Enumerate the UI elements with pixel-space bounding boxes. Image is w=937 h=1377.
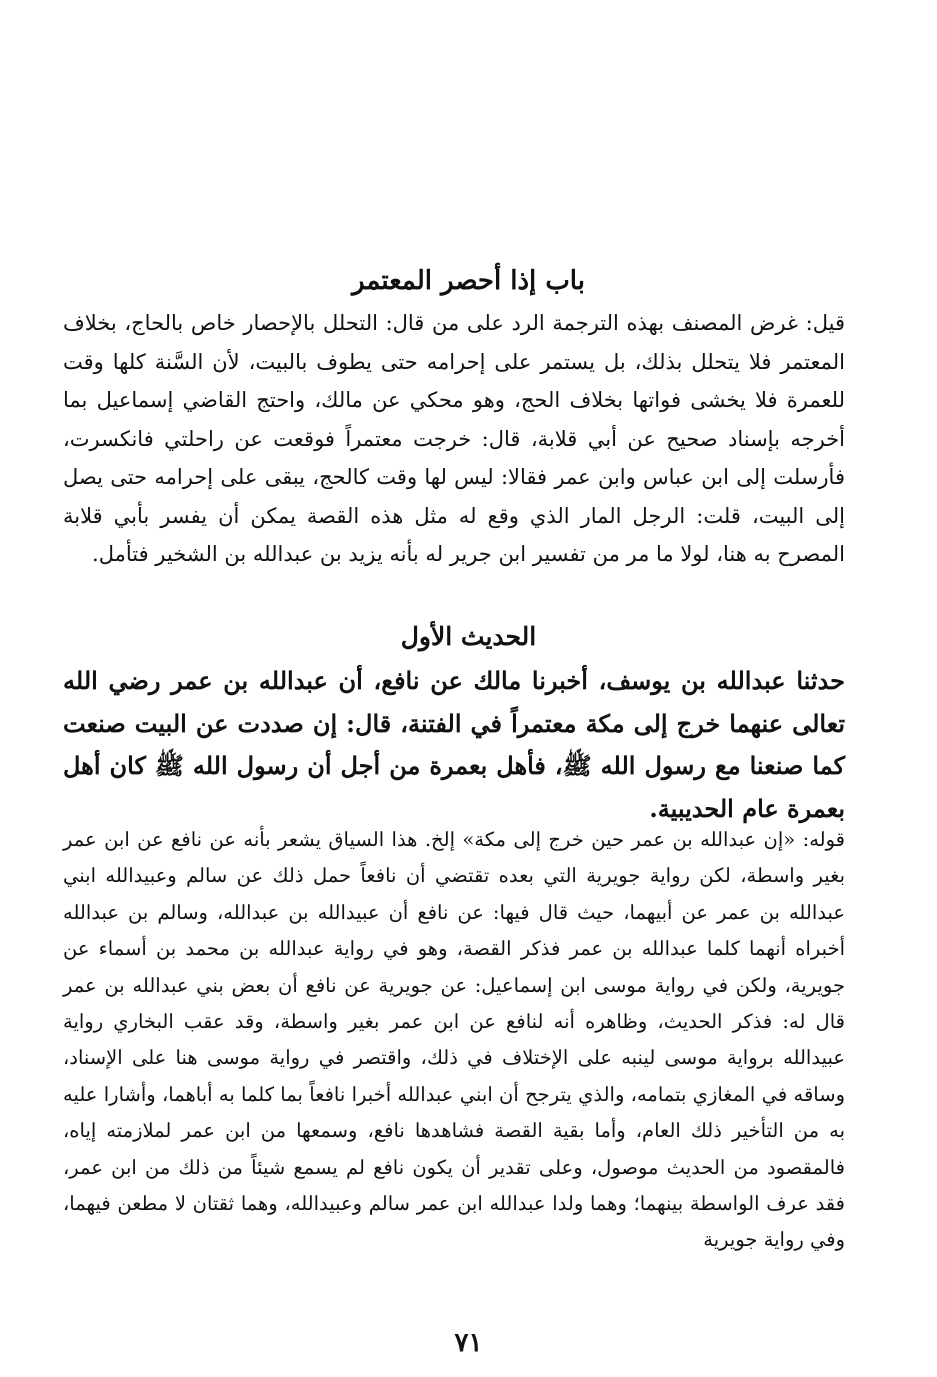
intro-paragraph: قيل: غرض المصنف بهذه الترجمة الرد على من قال: التحلل بالإحصار خاص بالحاج، بخلاف المعتمر فلا يتحلل بذلك، بل يستمر على إحرامه حتى يطوف بالبيت، لأن السَّنة كلها وقت للعمرة فلا يخشى فواتها بخلاف الحج، وهو محكي عن مالك، واحتج القاضي إسماعيل بما أخرجه بإسناد صحيح عن أبي قلابة، قال: خرجت معتمراً فوقعت عن راحلتي فانكسرت، فأرسلت إلى ابن عباس وابن عمر فقالا: ليس لها وقت كالحج، يبقى على إحرامه حتى يصل إلى البيت، قلت: الرجل المار الذي وقع له مثل هذه القصة يمكن أن يفسر بأبي قلابة المصرح به هنا، لولا ما مر من تفسير ابن جرير له بأنه يزيد بن عبدالله بن الشخير فتأمل. [63,311,845,566]
page-number: ٧١ [454,1328,483,1358]
hadith-heading: الحديث الأول [400,622,537,651]
chapter-title: باب إذا أحصر المعتمر [352,266,585,296]
commentary-section [63,822,875,1259]
hadith-section [63,660,875,830]
intro-section [63,304,875,574]
commentary-paragraph: قوله: «إن عبدالله بن عمر حين خرج إلى مكة» إلخ. هذا السياق يشعر بأنه عن نافع عن ابن عمر بغير واسطة، لكن رواية جويرية التي بعده تقتضي أن نافعاً حمل ذلك عن سالم وعبيدالله ابني عبدالله بن عمر عن أبيهما، حيث قال فيها: عن نافع أن عبيدالله بن عبدالله، وسالم بن عبدالله أخبراه أنهما كلما عبدالله بن عمر فذكر القصة، وهو في رواية عبدالله بن محمد بن أسماء عن جويرية، ولكن في رواية موسى ابن إسماعيل: عن جويرية عن نافع أن بعض بني عبدالله بن عمر قال له: فذكر الحديث، وظاهره أنه لنافع عن ابن عمر بغير واسطة، وقد عقب البخاري رواية عبيدالله برواية موسى لينبه على الإختلاف في ذلك، واقتصر في رواية موسى هنا على الإسناد، وساقه في المغازي بتمامه، والذي يترجح أن ابني عبدالله أخبرا نافعاً بما كلما به أباهما، وأشارا عليه به من التأخير ذلك العام، وأما بقية القصة فشاهدها نافع، وسمعها من ابن عمر لملازمته إياه، فالمقصود من الحديث موصول، وعلى تقدير أن يكون نافع لم يسمع شيئاً من ذلك من ابن عمر، فقد عرف الواسطة بينهما؛ وهما ولدا عبدالله ابن عمر سالم وعبيدالله، وهما ثقتان لا مطعن فيهما، وفي رواية جويرية [63,828,845,1252]
hadith-text: حدثنا عبدالله بن يوسف، أخبرنا مالك عن نافع، أن عبدالله بن عمر رضي الله تعالى عنهما خرج إلى مكة معتمراً في الفتنة، قال: إن صددت عن البيت صنعت كما صنعنا مع رسول الله ﷺ، فأهل بعمرة من أجل أن رسول الله ﷺ كان أهل بعمرة عام الحديبية. [63,666,845,823]
